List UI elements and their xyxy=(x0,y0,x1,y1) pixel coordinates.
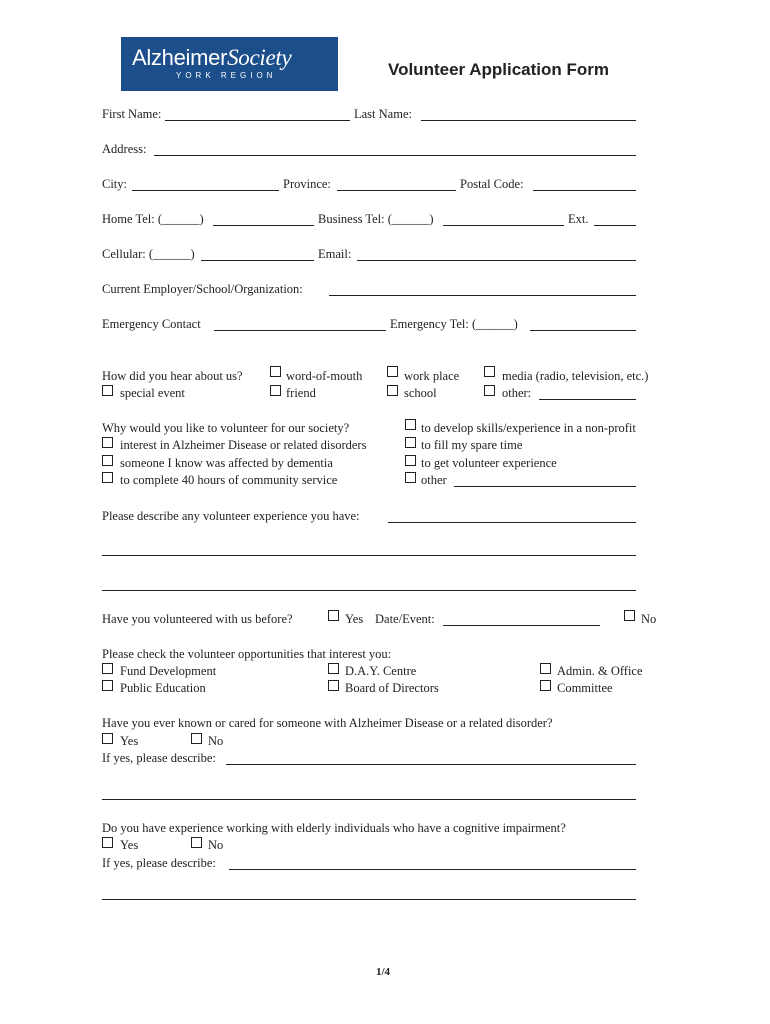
elderly-describe-label: If yes, please describe: xyxy=(102,856,216,870)
emergency-contact-label: Emergency Contact xyxy=(102,317,201,331)
province-label: Province: xyxy=(283,177,331,191)
public-education-label: Public Education xyxy=(120,681,206,695)
why-spare-time-label: to fill my spare time xyxy=(421,438,523,452)
why-other-label: other xyxy=(421,473,447,487)
elderly-no-checkbox[interactable] xyxy=(191,837,202,848)
elderly-describe-field-line-1[interactable] xyxy=(229,869,636,870)
date-event-label: Date/Event: xyxy=(375,612,435,626)
volunteered-yes-label: Yes xyxy=(345,612,364,626)
employer-field[interactable] xyxy=(329,295,636,296)
hear-friend-checkbox[interactable] xyxy=(270,385,281,396)
experience-field-line-2[interactable] xyxy=(102,555,636,556)
emergency-tel-field[interactable] xyxy=(530,330,636,331)
first-name-field[interactable] xyxy=(165,120,350,121)
why-question: Why would you like to volunteer for our society? xyxy=(102,421,350,435)
hear-special-event-label: special event xyxy=(120,386,185,400)
last-name-label: Last Name: xyxy=(354,107,412,121)
why-skills-checkbox[interactable] xyxy=(405,419,416,430)
experience-field-line-3[interactable] xyxy=(102,590,636,591)
known-no-label: No xyxy=(208,734,224,748)
hear-word-of-mouth-checkbox[interactable] xyxy=(270,366,281,377)
admin-office-label: Admin. & Office xyxy=(557,664,643,678)
why-interest-label: interest in Alzheimer Disease or related disorders xyxy=(120,438,367,452)
board-of-directors-checkbox[interactable] xyxy=(328,680,339,691)
volunteered-yes-checkbox[interactable] xyxy=(328,610,339,621)
hear-other-field[interactable] xyxy=(539,399,636,400)
employer-label: Current Employer/School/Organization: xyxy=(102,282,303,296)
hear-word-of-mouth-label: word-of-mouth xyxy=(286,369,363,383)
fund-development-checkbox[interactable] xyxy=(102,663,113,674)
why-community-service-checkbox[interactable] xyxy=(102,472,113,483)
hear-school-checkbox[interactable] xyxy=(387,385,398,396)
opportunities-prompt: Please check the volunteer opportunities that interest you: xyxy=(102,647,392,661)
known-describe-field-line-2[interactable] xyxy=(102,799,636,800)
business-tel-label: Business Tel: (______) xyxy=(318,212,434,226)
postal-code-label: Postal Code: xyxy=(460,177,524,191)
why-skills-label: to develop skills/experience in a non-profit xyxy=(421,421,636,435)
known-describe-label: If yes, please describe: xyxy=(102,751,216,765)
why-experience-checkbox[interactable] xyxy=(405,455,416,466)
why-other-field[interactable] xyxy=(454,486,636,487)
hear-media-checkbox[interactable] xyxy=(484,366,495,377)
experience-prompt: Please describe any volunteer experience you have: xyxy=(102,509,360,523)
province-field[interactable] xyxy=(337,190,456,191)
known-yes-checkbox[interactable] xyxy=(102,733,113,744)
form-title: Volunteer Application Form xyxy=(388,60,610,79)
why-experience-label: to get volunteer experience xyxy=(421,456,557,470)
elderly-question: Do you have experience working with elderly individuals who have a cognitive impairment? xyxy=(102,821,566,835)
day-centre-label: D.A.Y. Centre xyxy=(345,664,417,678)
first-name-label: First Name: xyxy=(102,107,162,121)
postal-code-field[interactable] xyxy=(533,190,636,191)
board-of-directors-label: Board of Directors xyxy=(345,681,439,695)
public-education-checkbox[interactable] xyxy=(102,680,113,691)
why-someone-affected-checkbox[interactable] xyxy=(102,455,113,466)
alzheimer-society-logo xyxy=(121,37,338,91)
known-yes-label: Yes xyxy=(120,734,139,748)
why-someone-affected-label: someone I know was affected by dementia xyxy=(120,456,333,470)
why-interest-checkbox[interactable] xyxy=(102,437,113,448)
known-question: Have you ever known or cared for someone with Alzheimer Disease or a related disorder? xyxy=(102,716,553,730)
hear-work-place-label: work place xyxy=(404,369,460,383)
fund-development-label: Fund Development xyxy=(120,664,217,678)
elderly-yes-checkbox[interactable] xyxy=(102,837,113,848)
logo-region: YORK REGION xyxy=(176,71,277,80)
emergency-contact-field[interactable] xyxy=(214,330,386,331)
elderly-describe-field-line-2[interactable] xyxy=(102,899,636,900)
home-tel-label: Home Tel: (______) xyxy=(102,212,204,226)
hear-other-checkbox[interactable] xyxy=(484,385,495,396)
elderly-yes-label: Yes xyxy=(120,838,139,852)
hear-question: How did you hear about us? xyxy=(102,369,243,383)
volunteered-question: Have you volunteered with us before? xyxy=(102,612,293,626)
city-field[interactable] xyxy=(132,190,279,191)
experience-field-line-1[interactable] xyxy=(388,522,636,523)
business-tel-field[interactable] xyxy=(443,225,564,226)
ext-field[interactable] xyxy=(594,225,636,226)
why-spare-time-checkbox[interactable] xyxy=(405,437,416,448)
known-describe-field-line-1[interactable] xyxy=(226,764,636,765)
hear-school-label: school xyxy=(404,386,437,400)
volunteered-no-label: No xyxy=(641,612,657,626)
address-field[interactable] xyxy=(154,155,636,156)
cellular-label: Cellular: (______) xyxy=(102,247,195,261)
why-other-checkbox[interactable] xyxy=(405,472,416,483)
logo-wordmark: AlzheimerSociety xyxy=(132,45,292,70)
cellular-field[interactable] xyxy=(201,260,314,261)
day-centre-checkbox[interactable] xyxy=(328,663,339,674)
page-number: 1/4 xyxy=(376,966,391,978)
hear-friend-label: friend xyxy=(286,386,316,400)
date-event-field[interactable] xyxy=(443,625,600,626)
hear-work-place-checkbox[interactable] xyxy=(387,366,398,377)
hear-other-label: other: xyxy=(502,386,532,400)
last-name-field[interactable] xyxy=(421,120,636,121)
committee-label: Committee xyxy=(557,681,613,695)
city-label: City: xyxy=(102,177,128,191)
hear-special-event-checkbox[interactable] xyxy=(102,385,113,396)
committee-checkbox[interactable] xyxy=(540,680,551,691)
ext-label: Ext. xyxy=(568,212,589,226)
emergency-tel-label: Emergency Tel: (______) xyxy=(390,317,518,331)
volunteered-no-checkbox[interactable] xyxy=(624,610,635,621)
admin-office-checkbox[interactable] xyxy=(540,663,551,674)
known-no-checkbox[interactable] xyxy=(191,733,202,744)
elderly-no-label: No xyxy=(208,838,224,852)
email-label: Email: xyxy=(318,247,352,261)
home-tel-field[interactable] xyxy=(213,225,314,226)
address-label: Address: xyxy=(102,142,147,156)
why-community-service-label: to complete 40 hours of community service xyxy=(120,473,338,487)
hear-media-label: media (radio, television, etc.) xyxy=(502,369,649,383)
email-field[interactable] xyxy=(357,260,636,261)
